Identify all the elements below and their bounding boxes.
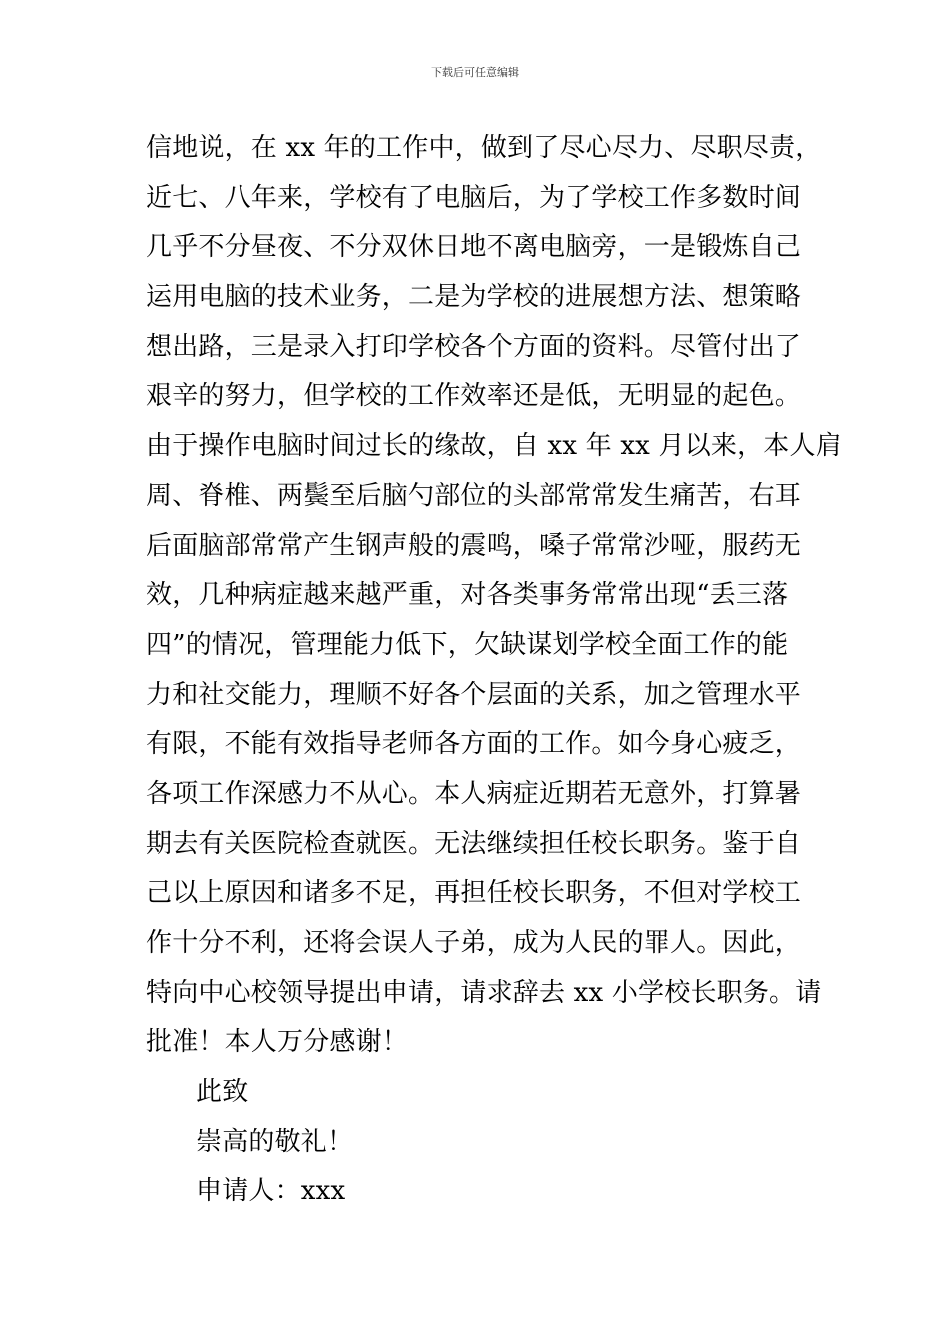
body-line: 运用电脑的技术业务，二是为学校的进展想方法、想策略 xyxy=(146,282,802,313)
body-line: 己以上原因和诸多不足，再担任校长职务，不但对学校工 xyxy=(146,878,802,909)
body-line: 特向中心校领导提出申请，请求辞去 xx 小学校长职务。请 xyxy=(146,977,822,1008)
closing-salutation: 此致 xyxy=(196,1077,249,1108)
body-line: 力和社交能力，理顺不好各个层面的关系，加之管理水平 xyxy=(146,679,802,710)
body-line: 几乎不分昼夜、不分双休日地不离电脑旁，一是锻炼自己 xyxy=(146,232,802,263)
body-line: 由于操作电脑时间过长的缘故，自 xx 年 xx 月以来，本人肩 xyxy=(146,431,842,462)
body-line: 效，几种病症越来越严重，对各类事务常常出现“丢三落 xyxy=(146,580,789,611)
body-line: 作十分不利，还将会误人子弟，成为人民的罪人。因此， xyxy=(146,928,802,958)
body-line: 周、脊椎、两鬓至后脑勺部位的头部常常发生痛苦，右耳 xyxy=(146,480,802,511)
body-line: 想出路，三是录入打印学校各个方面的资料。尽管付出了 xyxy=(146,331,802,362)
body-line: 艰辛的努力，但学校的工作效率还是低，无明显的起色。 xyxy=(146,381,802,412)
body-line: 后面脑部常常产生钢声般的震鸣，嗓子常常沙哑，服药无 xyxy=(146,530,802,561)
body-line: 期去有关医院检查就医。无法继续担任校长职务。鉴于自 xyxy=(146,828,802,859)
body-line: 有限，不能有效指导老师各方面的工作。如今身心疲乏， xyxy=(146,729,802,760)
letter-body xyxy=(146,124,842,1217)
closing-regards: 崇高的敬礼！ xyxy=(196,1126,354,1157)
body-line: 近七、八年来，学校有了电脑后，为了学校工作多数时间 xyxy=(146,182,802,213)
body-line: 各项工作深感力不从心。本人病症近期若无意外，打算暑 xyxy=(146,778,802,809)
header-note: 下载后可任意编辑 xyxy=(431,66,519,79)
body-line: 信地说，在 xx 年的工作中，做到了尽心尽力、尽职尽责， xyxy=(146,133,822,163)
body-line: 四”的情况，管理能力低下，欠缺谋划学校全面工作的能 xyxy=(146,629,789,660)
applicant-signature: 申请人：xxx xyxy=(196,1176,346,1207)
body-line: 批准！本人万分感谢！ xyxy=(146,1027,409,1058)
